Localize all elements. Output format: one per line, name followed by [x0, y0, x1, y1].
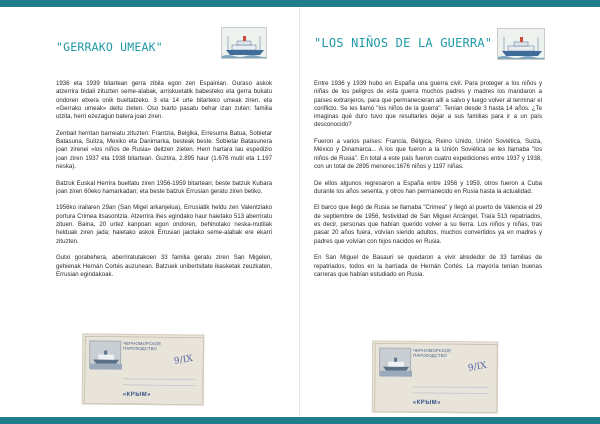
left-paragraph: Batzuk Euskal Herrira bueltatu ziren 1956-1959 bitartean; beste batzuk Kubara joan ziren 60eko hamarkadan; eta beste batzuk Errusian geratu ziren betiko. [56, 179, 272, 195]
right-paragraph: El barco que llegó de Rusia se llamaba "Crimea" y llegó al puerto de Valencia el 29 de septiembre de 1956, festividad de San Miguel Arcángel. Traía 513 repatriados, es decir, personas que habían querido volver a su tierra. Los niños y niñas, tras pasar 20 años fuera, volvían siendo adultos, muchos convertidos ya en madres y padres que volvían con hijos nacidos en Rusia. [314, 204, 542, 245]
ticket-stamp: 9/IX [173, 353, 194, 367]
ticket-stamp: 9/IX [467, 360, 488, 374]
ship-illustration-icon [221, 27, 267, 59]
ticket-ship-picture [379, 348, 411, 376]
left-body-text [56, 80, 272, 287]
ticket-header-text: ЧЕРНОМОРСКОЕ ПАРОХОДСТВО [413, 347, 452, 359]
right-page-title: "LOS NIÑOS DE LA GUERRA" [314, 36, 493, 50]
left-page-title: "GERRAKO UMEAK" [56, 40, 163, 54]
left-page [0, 7, 299, 417]
right-paragraph: Entre 1936 y 1939 hubo en España una guerra civil. Para proteger a los niños y niñas de los peligros de esta guerra muchos padres y madres los mandaron a países extranjeros, para que permanecieran allí a salvo y luego volver al terminar el conflicto. Se les llamó "los niños de la guerra". Tenían desde 3 hasta 14 años. ¿Te imaginas qué duro tuvo que resultarles dejar a sus familias para ir a un país desconocido? [314, 80, 542, 129]
bottom-accent-bar [0, 417, 600, 424]
left-paragraph: 1956ko irailaren 29an (San Migel arkanjelua), Errusiatik heldu zen Valentziako portura Crimea itsasontzia. Atzerrira ihes egindako haur haietako 513 aberriratu zituen. Baina, 20 urtez kanpoan egon ondoren, behinolako neska-mutilak helduak ziren jada; haietako askok Errusian jaiotako seme-alabak ere ekarri zituzten. [56, 204, 272, 245]
right-page [300, 7, 600, 417]
top-accent-bar [0, 0, 600, 7]
right-body-text [314, 80, 542, 287]
ticket-ship-name: «КРЫМ» [122, 391, 151, 399]
left-paragraph: Gutxi gorabehera, aberriratutakoen 33 familia geratu ziren San Migelen, gehienak Hernán Cortés auzunean. Batzuek unibertsitate ikasketak zeuzkaten, Errusian egindakoak. [56, 254, 272, 278]
ship-ticket-photo-icon [372, 341, 498, 414]
right-paragraph: De ellos algunos regresaron a España entre 1956 y 1959, otros fueron a Cuba durante los años sesenta, y otros han permanecido en Rusia hasta la actualidad. [314, 179, 542, 195]
ship-illustration-icon [497, 28, 545, 60]
ticket-ship-picture [89, 340, 121, 368]
left-paragraph: 1936 eta 1939 bitartean gerra zibila egon zen Espainian. Guraso askok atzerrira bidali zituzten seme-alabak, arriskuetatik babesteko eta gerra bukatu ondoren etxera onik bueltatzeko. 3 eta 14 urte bitarteko umeak ziren, eta «Gerrako umeak» deitu zieten. Oso txarto pasatu behar izan zuten: familia utzita, herri ezezagun batera joan ziren. [56, 80, 272, 121]
ticket-header-text: ЧЕРНОМОРСКОЕ ПАРОХОДСТВО [123, 340, 162, 352]
right-paragraph: En San Miguel de Basauri se quedaron a vivir alrededor de 33 familias de repatriados, todos en la barriada de Hernán Cortés. La mayoría tenían buenas carreras que habían estudiado en Rusia. [314, 254, 542, 278]
ticket-ship-name: «КРЫМ» [412, 399, 442, 407]
ship-ticket-photo-icon [82, 333, 205, 405]
left-paragraph: Zenbait herritan barreiatu zituzten: Frantzia, Belgika, Erresuma Batua, Sobietar Batasuna, Suitza, Mexiko eta Danimarka, besteak beste. Sobietar Batasunera joan zirenei «los niños de Rusia» deitzen zieten. Herri hartara lau espedizio joan ziren 1937 eta 1938 bitartean. Guztira, 2.895 haur (1.676 mutil eta 1.197 neska). [56, 129, 272, 170]
right-paragraph: Fueron a varios países: Francia, Bélgica, Reino Unido, Unión Soviética, Suiza, México y Dinamarca... A los que fueron a la Unión Soviética se les llamaba "los niños de Rusia". En total a este país fueron cuatro expediciones entre 1937 y 1938, con un total de 2895 menores:1676 niños y 1197 niñas. [314, 138, 542, 170]
